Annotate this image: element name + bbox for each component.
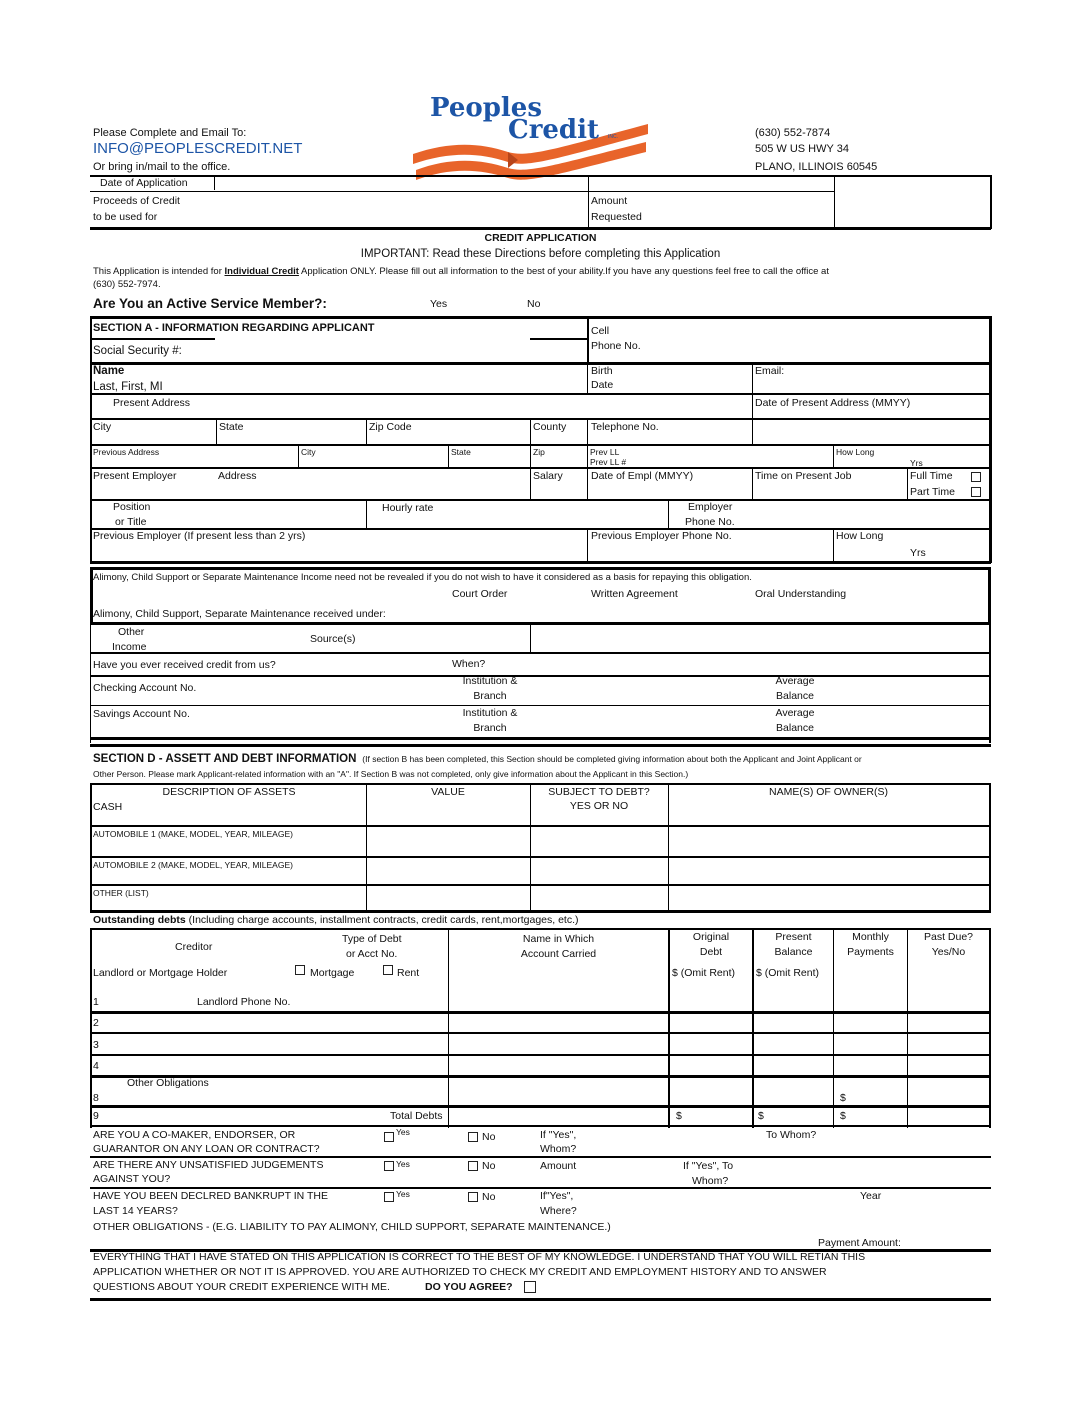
full-time-checkbox[interactable] <box>971 472 981 482</box>
asset-row-automobile-2: AUTOMOBILE 2 (MAKE, MODEL, YEAR, MILEAGE) <box>93 860 293 870</box>
mortgage-checkbox[interactable] <box>295 965 305 975</box>
debt-header-type-2: or Acct No. <box>346 948 398 960</box>
hourly-rate-label: Hourly rate <box>382 502 434 514</box>
previous-state-label: State <box>451 447 471 457</box>
bankrupt-question-1: HAVE YOU BEEN DECLRED BANKRUPT IN THE <box>93 1190 328 1202</box>
total-present-dollar: $ <box>758 1110 764 1122</box>
judgements-question-1: ARE THERE ANY UNSATISFIED JUDGEMENTS <box>93 1159 324 1171</box>
assets-header-owners: NAME(S) OF OWNER(S) <box>769 786 888 798</box>
mail-instructions: Or bring in/mail to the office. <box>93 161 231 173</box>
mortgage-label: Mortgage <box>310 967 355 979</box>
savings-institution-label-2: Branch <box>473 722 507 734</box>
total-debts-label: Total Debts <box>390 1110 443 1122</box>
section-d-header <box>93 753 862 765</box>
email-label: Email: <box>755 365 785 377</box>
alimony-received-under: Alimony, Child Support, Separate Maintenance received under: <box>93 608 386 620</box>
previous-employer-label: Previous Employer (If present less than 2 yrs) <box>93 530 306 542</box>
previous-zip-label: Zip <box>533 447 545 457</box>
co-maker-yes-checkbox[interactable] <box>384 1132 394 1142</box>
debt-header-pastdue-1: Past Due? <box>923 931 974 943</box>
debt-header-monthly-2: Payments <box>847 946 894 958</box>
date-of-application-field[interactable] <box>216 176 586 190</box>
asset-row-cash: CASH <box>93 801 123 813</box>
birth-date-field[interactable] <box>620 366 750 392</box>
debt-row-number-9: 9 <box>93 1110 99 1122</box>
company-phone: (630) 552-7874 <box>755 127 831 139</box>
intro-text-phone: (630) 552-7974. <box>93 279 161 290</box>
employer-phone-label-2: Phone No. <box>685 516 735 528</box>
other-obligations-statement: OTHER OBLIGATIONS - (E.G. LIABILITY TO PAY ALIMONY, CHILD SUPPORT, SEPARATE MAINTENANCE.) <box>93 1221 611 1233</box>
company-address-city: PLANO, ILLINOIS 60545 <box>755 161 878 173</box>
sources-label: Source(s) <box>310 633 356 645</box>
birth-date-label-2: Date <box>591 379 614 391</box>
proceeds-field[interactable] <box>200 193 585 225</box>
savings-balance-label-2: Balance <box>776 722 814 734</box>
ssn-label: Social Security #: <box>93 345 182 357</box>
bankrupt-yes-label: Yes <box>396 1189 410 1199</box>
bankrupt-no-checkbox[interactable] <box>468 1192 478 1202</box>
alimony-notice: Alimony, Child Support or Separate Maintenance Income need not be revealed if you do not wish to have it considered as a basis for repaying this obligation. <box>93 572 752 583</box>
birth-date-label-1: Birth <box>591 365 613 377</box>
asset-row-automobile-1: AUTOMOBILE 1 (MAKE, MODEL, YEAR, MILEAGE) <box>93 829 293 839</box>
agree-label: DO YOU AGREE? <box>425 1281 513 1293</box>
debt-row-number-3: 3 <box>93 1039 99 1051</box>
amount-requested-label-2: Requested <box>591 211 642 223</box>
debt-row-number-4: 4 <box>93 1060 99 1072</box>
telephone-field[interactable] <box>754 421 986 443</box>
county-label: County <box>533 421 567 433</box>
savings-balance-label-1: Average <box>775 707 815 719</box>
contact-email-link[interactable]: INFO@PEOPLESCREDIT.NET <box>93 140 303 157</box>
when-label: When? <box>452 658 486 670</box>
section-d-title: SECTION D - ASSETT AND DEBT INFORMATION <box>93 753 357 765</box>
debt-header-type-1: Type of Debt <box>342 933 402 945</box>
date-of-employment-label: Date of Empl (MMYY) <box>591 470 694 482</box>
present-balance-omit-rent: $ (Omit Rent) <box>756 967 820 979</box>
judgements-no-checkbox[interactable] <box>468 1161 478 1171</box>
other-income-label-2: Income <box>112 641 147 653</box>
bankrupt-yes-checkbox[interactable] <box>384 1192 394 1202</box>
bankrupt-no-label: No <box>482 1191 496 1203</box>
section-d-note-1: (If section B has been completed, this Section should be completed giving information about both the Applicant and Joint Applicant or <box>362 754 862 764</box>
form-title: CREDIT APPLICATION <box>484 232 597 244</box>
checking-balance-label-1: Average <box>775 675 815 687</box>
outstanding-debts-bold: Outstanding debts <box>93 914 186 926</box>
debt-header-creditor: Creditor <box>175 941 213 953</box>
agreement-line-2: APPLICATION WHETHER OR NOT IT IS APPROVED. YOU ARE AUTHORIZED TO CHECK MY CREDIT AND EMPLOYMENT HISTORY AND TO ANSWER <box>93 1266 827 1278</box>
service-member-question: Are You an Active Service Member?: <box>93 296 327 311</box>
bankrupt-ifyes-2: Where? <box>540 1205 577 1217</box>
name-label: Name <box>93 365 125 377</box>
co-maker-to-whom: To Whom? <box>766 1129 817 1141</box>
assets-header-subject-1: SUBJECT TO DEBT? <box>548 786 650 798</box>
outstanding-debts-heading <box>93 914 579 926</box>
payment-amount-label: Payment Amount: <box>818 1237 901 1249</box>
date-of-application-label: Date of Application <box>100 177 188 189</box>
service-member-yes[interactable]: Yes <box>430 298 448 310</box>
previous-address-label: Previous Address <box>93 447 160 457</box>
judgements-yes-label: Yes <box>396 1159 410 1169</box>
judgements-no-label: No <box>482 1160 496 1172</box>
checking-institution-label-1: Institution & <box>462 675 518 687</box>
rent-label: Rent <box>397 967 420 979</box>
asset-row-other: OTHER (LIST) <box>93 888 149 898</box>
name-format-label: Last, First, MI <box>93 381 163 393</box>
debt-header-name-2: Account Carried <box>520 948 597 960</box>
co-maker-no-checkbox[interactable] <box>468 1132 478 1142</box>
position-label-1: Position <box>113 501 151 513</box>
co-maker-question-2: GUARANTOR ON ANY LOAN OR CONTRACT? <box>93 1143 320 1155</box>
oral-understanding-option[interactable]: Oral Understanding <box>755 588 847 600</box>
bankrupt-ifyes-1: If"Yes", <box>540 1190 574 1202</box>
important-directions: IMPORTANT: Read these Directions before completing this Application <box>360 248 721 260</box>
email-field[interactable] <box>790 366 986 392</box>
bankrupt-question-2: LAST 14 YEARS? <box>93 1205 178 1217</box>
previous-city-label: City <box>301 447 316 457</box>
intro-text-bold: Individual Credit <box>224 266 299 277</box>
company-logo <box>408 94 658 186</box>
debt-header-monthly-1: Monthly <box>852 931 889 943</box>
debt-header-name-1: Name in Which <box>522 933 595 945</box>
checking-institution-label-2: Branch <box>473 690 507 702</box>
time-on-job-label: Time on Present Job <box>755 470 852 482</box>
other-income-label-1: Other <box>118 626 145 638</box>
company-address-street: 505 W US HWY 34 <box>755 143 849 155</box>
debt-header-original-1: Original <box>692 931 730 943</box>
employer-address-label: Address <box>218 470 257 482</box>
debt-row-number-2: 2 <box>93 1017 99 1029</box>
agreement-line-3: QUESTIONS ABOUT YOUR CREDIT EXPERIENCE WITH ME. <box>93 1281 390 1293</box>
savings-account-label: Savings Account No. <box>93 708 190 720</box>
city-label: City <box>93 421 112 433</box>
intro-text <box>93 266 829 278</box>
judgements-ifyes-1: If "Yes", To <box>683 1160 734 1172</box>
salary-label: Salary <box>533 470 563 482</box>
part-time-checkbox[interactable] <box>971 487 981 497</box>
amount-requested-label-1: Amount <box>591 195 628 207</box>
judgements-ifyes-2: Whom? <box>692 1175 729 1187</box>
court-order-option[interactable]: Court Order <box>452 588 508 600</box>
total-original-dollar: $ <box>676 1110 682 1122</box>
part-time-label: Part Time <box>910 486 955 498</box>
assets-header-description: DESCRIPTION OF ASSETS <box>162 786 296 798</box>
employer-phone-label-1: Employer <box>688 501 733 513</box>
prev-landlord-number-label: Prev LL # <box>590 457 627 467</box>
section-a-title: SECTION A - INFORMATION REGARDING APPLICANT <box>93 322 375 334</box>
co-maker-question-1: ARE YOU A CO-MAKER, ENDORSER, OR <box>93 1129 296 1141</box>
amount-requested-field[interactable] <box>660 193 832 225</box>
rent-checkbox[interactable] <box>383 965 393 975</box>
logo-text-inc: INC. <box>608 134 618 140</box>
judgements-yes-checkbox[interactable] <box>384 1161 394 1171</box>
total-monthly-dollar: $ <box>840 1110 846 1122</box>
how-long-yrs-label: Yrs <box>910 458 923 468</box>
prev-how-long-label: How Long <box>836 530 884 542</box>
position-label-2: or Title <box>115 516 147 528</box>
ssn-field[interactable] <box>200 341 585 361</box>
intro-text-post: Application ONLY. Please fill out all information to the best of your ability.If you have any questions feel free to call the office at <box>298 266 829 277</box>
judgements-question-2: AGAINST YOU? <box>93 1173 171 1185</box>
logo-text-peoples: Peoples <box>430 93 542 123</box>
debt-header-present-1: Present <box>775 931 812 943</box>
written-agreement-option[interactable]: Written Agreement <box>591 588 678 600</box>
assets-header-value: VALUE <box>431 786 465 798</box>
co-maker-ifyes-2: Whom? <box>540 1143 577 1155</box>
landlord-phone-label: Landlord Phone No. <box>197 996 291 1008</box>
debt-header-pastdue-2: Yes/No <box>931 946 966 958</box>
logo-text-credit: Credit <box>508 115 599 145</box>
agreement-line-1: EVERYTHING THAT I HAVE STATED ON THIS APPLICATION IS CORRECT TO THE BEST OF MY KNOWLEDGE. I UNDERSTAND THAT YOU WILL RETIAN THIS <box>93 1251 866 1263</box>
cell-phone-label-1: Cell <box>591 325 610 337</box>
date-present-address-label: Date of Present Address (MMYY) <box>755 397 911 409</box>
prev-landlord-label: Prev LL <box>590 447 620 457</box>
bankrupt-year-label: Year <box>860 1190 882 1202</box>
previous-employer-phone-label: Previous Employer Phone No. <box>591 530 732 542</box>
state-label: State <box>219 421 244 433</box>
checking-balance-label-2: Balance <box>776 690 814 702</box>
cell-phone-field[interactable] <box>650 320 986 360</box>
present-address-field[interactable] <box>200 396 750 417</box>
service-member-no[interactable]: No <box>527 298 541 310</box>
assets-header-subject-2: YES OR NO <box>569 800 629 812</box>
monthly-other-dollar: $ <box>840 1092 846 1104</box>
outstanding-debts-note: (Including charge accounts, installment contracts, credit cards, rent,mortgages, etc.) <box>185 914 579 926</box>
debt-row-number-1: 1 <box>93 996 99 1008</box>
prev-how-long-yrs-label: Yrs <box>910 547 926 559</box>
intro-text-pre: This Application is intended for <box>93 266 225 277</box>
section-d-note-2: Other Person. Please mark Applicant-related information with an "A". If Section B was not completed, only give information about the Applicant in this Section.) <box>93 769 689 779</box>
agree-checkbox[interactable] <box>524 1281 536 1293</box>
full-time-label: Full Time <box>910 470 953 482</box>
checking-account-label: Checking Account No. <box>93 682 197 694</box>
name-field[interactable] <box>200 366 585 392</box>
cell-phone-label-2: Phone No. <box>591 340 641 352</box>
present-employer-label: Present Employer <box>93 470 177 482</box>
how-long-label: How Long <box>836 447 875 457</box>
other-income-field[interactable] <box>533 627 987 651</box>
co-maker-yes-label: Yes <box>396 1127 410 1137</box>
received-credit-question: Have you ever received credit from us? <box>93 659 276 671</box>
proceeds-label-2: to be used for <box>93 211 158 223</box>
original-debt-omit-rent: $ (Omit Rent) <box>672 967 736 979</box>
debt-header-present-2: Balance <box>774 946 813 958</box>
debt-header-original-2: Debt <box>699 946 723 958</box>
landlord-label: Landlord or Mortgage Holder <box>93 967 228 979</box>
debt-row-number-8: 8 <box>93 1092 99 1104</box>
judgements-amount-label: Amount <box>540 1160 577 1172</box>
telephone-label: Telephone No. <box>591 421 659 433</box>
co-maker-no-label: No <box>482 1131 496 1143</box>
other-obligations-label: Other Obligations <box>127 1077 209 1089</box>
email-instructions: Please Complete and Email To: <box>93 127 247 139</box>
proceeds-label-1: Proceeds of Credit <box>93 195 180 207</box>
co-maker-ifyes-1: If "Yes", <box>540 1129 577 1141</box>
savings-institution-label-1: Institution & <box>462 707 518 719</box>
present-address-label: Present Address <box>113 397 191 409</box>
zip-code-label: Zip Code <box>369 421 412 433</box>
